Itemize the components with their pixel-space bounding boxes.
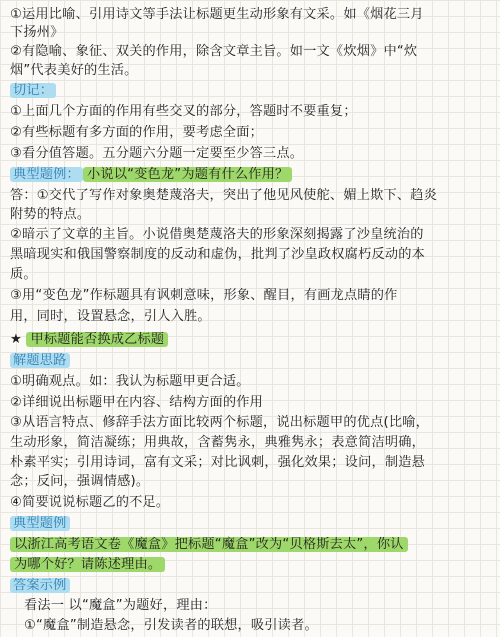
text-line: ②详细说出标题甲在内容、结构方面的作用 bbox=[10, 395, 263, 410]
text-line: ②暗示了文章的主旨。小说借奥楚蔑洛夫的形象深刻揭露了沙皇统治的 bbox=[10, 227, 424, 242]
topic-heading-line bbox=[10, 331, 492, 348]
text-line: ①运用比喻、引用诗文等手法让标题更生动形象有文采。如《烟花三月 bbox=[10, 7, 424, 22]
text-line: ①“魔盒”制造悬念，引发读者的联想，吸引读者。 bbox=[24, 618, 318, 633]
section-heading-label: 切记： bbox=[10, 83, 56, 98]
text-line: ②有隐喻、象征、双关的作用，除含文章主旨。如一文《炊烟》中“炊 bbox=[10, 44, 418, 59]
example-question-line bbox=[10, 166, 492, 183]
section-heading bbox=[10, 82, 492, 99]
text-line: 朴素平实；引用诗词，富有文采；对比讽刺，强化效果；设问，制造悬 bbox=[10, 455, 426, 470]
question-line bbox=[10, 536, 492, 553]
text-line: 生动形象，简洁凝练；用典故，含蓄隽永，典雅隽永；表意简洁明确， bbox=[10, 435, 426, 450]
section-heading-label: 典型题例 bbox=[10, 516, 70, 531]
section-heading bbox=[10, 515, 492, 532]
text-line: 答：①交代了写作对象奥楚蔑洛夫，突出了他见风使舵、媚上欺下、趋炎 bbox=[10, 188, 438, 203]
question-text: 以浙江高考语文卷《魔盒》把标题“魔盒”改为“贝格斯去太”，你认 bbox=[10, 537, 408, 552]
text-line: ③看分值答题。五分题六分题一定要至少答三点。 bbox=[10, 146, 304, 161]
text-line: ③用“变色龙”作标题具有讽刺意味，形象、醒目，有画龙点睛的作 bbox=[10, 288, 398, 303]
text-line: 烟”代表美好的生活。 bbox=[10, 63, 138, 78]
text-line: 看法一 以“魔盒”为题好，理由： bbox=[24, 598, 217, 613]
section-heading bbox=[10, 352, 492, 369]
text-line: 黑暗现实和俄国警察制度的反动和虚伪，批判了沙皇政权腐朽反动的本 bbox=[10, 247, 426, 262]
topic-heading: 甲标题能否换成乙标题 bbox=[26, 332, 168, 347]
question-line bbox=[10, 556, 492, 573]
section-heading bbox=[10, 577, 492, 594]
text-line: 附势的特点。 bbox=[10, 207, 91, 222]
star-icon: ★ bbox=[10, 332, 23, 347]
text-line: ③从语言特点、修辞手法方面比较两个标题，说出标题甲的优点(比喻， bbox=[10, 415, 429, 430]
section-heading-label: 答案示例 bbox=[10, 578, 70, 593]
text-line: 用，同时，设置悬念，引人入胜。 bbox=[10, 309, 211, 324]
text-line: 念；反问，强调情感)。 bbox=[10, 474, 150, 489]
question-text: 为哪个好？请陈述理由。 bbox=[10, 557, 165, 572]
example-heading: 典型题例： bbox=[10, 167, 83, 182]
text-line: ④简要说说标题乙的不足。 bbox=[10, 495, 170, 510]
section-heading-label: 解题思路 bbox=[10, 353, 70, 368]
text-line: 下扬州》 bbox=[10, 25, 64, 40]
example-question: 小说以“变色龙”为题有什么作用？ bbox=[83, 167, 293, 182]
text-line: ①明确观点。如：我认为标题甲更合适。 bbox=[10, 374, 250, 389]
text-line: ②有些标题有多方面的作用，要考虑全面； bbox=[10, 125, 263, 140]
text-line: 质。 bbox=[10, 267, 37, 282]
text-line: ①上面几个方面的作用有些交叉的部分，答题时不要重复； bbox=[10, 104, 357, 119]
